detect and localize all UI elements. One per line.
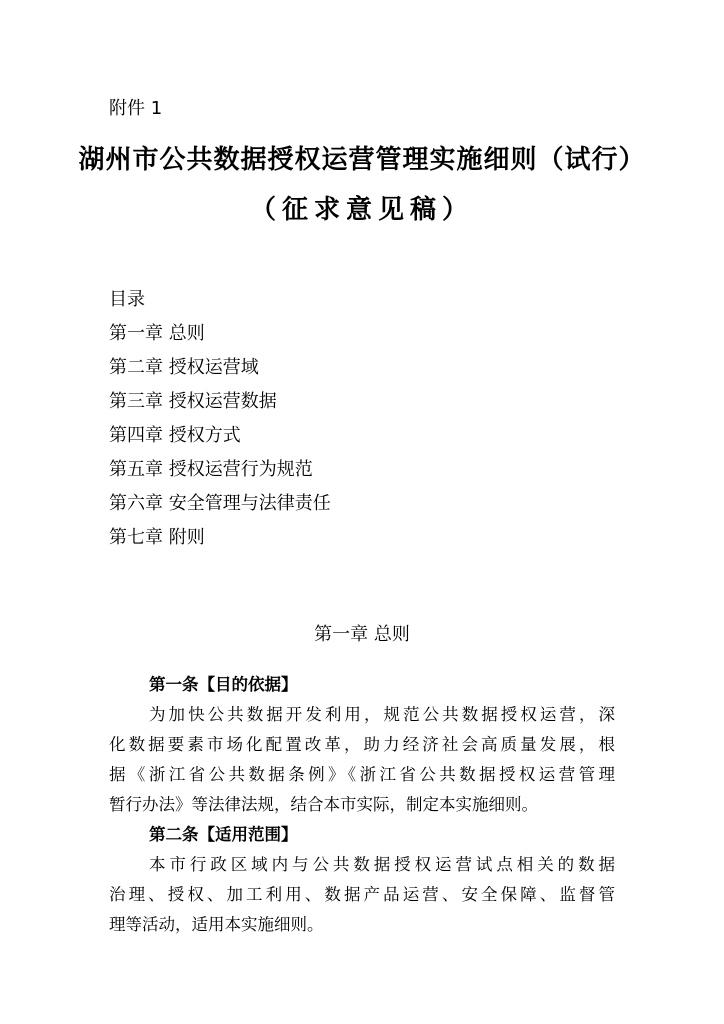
toc-item-chapter-1: 第一章 总则 [109, 323, 205, 344]
table-of-contents [109, 287, 331, 559]
article-1-line: 暂行办法》等法律法规，结合本市实际，制定本实施细则。 [109, 795, 538, 814]
article-1-line: 据《浙江省公共数据条例》《浙江省公共数据授权运营管理 [109, 765, 615, 784]
chapter-1-body [109, 670, 615, 940]
toc-item-chapter-7: 第七章 附则 [109, 527, 205, 548]
toc-item-chapter-5: 第五章 授权运营行为规范 [109, 459, 313, 480]
toc-heading: 目录 [109, 289, 145, 310]
article-1-heading: 第一条【目的依据】 [149, 675, 298, 694]
article-2-line: 本市行政区域内与公共数据授权运营试点相关的数据 [149, 855, 615, 874]
document-title-line-1: 湖州市公共数据授权运营管理实施细则（试行） [78, 145, 646, 175]
chapter-1-heading: 第一章 总则 [314, 624, 410, 645]
article-2-line: 治理、授权、加工利用、数据产品运营、安全保障、监督管 [109, 885, 615, 904]
article-2-heading: 第二条【适用范围】 [149, 825, 298, 844]
attachment-label: 附件 1 [109, 98, 163, 119]
toc-item-chapter-3: 第三章 授权运营数据 [109, 391, 277, 412]
toc-item-chapter-2: 第二章 授权运营域 [109, 357, 259, 378]
toc-item-chapter-6: 第六章 安全管理与法律责任 [109, 493, 331, 514]
article-1-line: 为加快公共数据开发利用，规范公共数据授权运营，深 [149, 705, 615, 724]
article-2-line: 理等活动，适用本实施细则。 [109, 915, 324, 934]
document-title-line-2: （征求意见稿） [249, 195, 474, 225]
article-1-line: 化数据要素市场化配置改革，助力经济社会高质量发展，根 [109, 735, 615, 754]
toc-item-chapter-4: 第四章 授权方式 [109, 425, 241, 446]
